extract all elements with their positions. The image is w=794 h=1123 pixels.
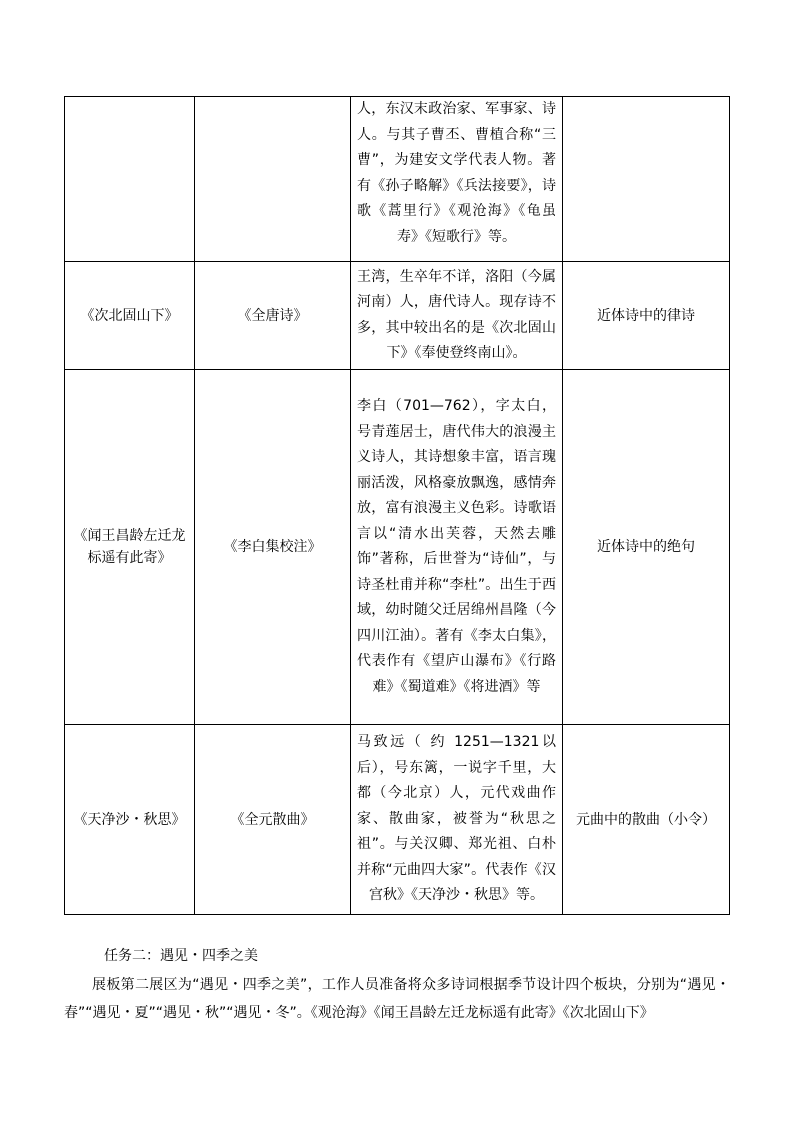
table-row — [65, 725, 730, 915]
poem-source-cell: 《全唐诗》 — [195, 262, 351, 370]
poem-title-cell: 《闻王昌龄左迁龙 标遥有此寄》 — [65, 370, 195, 725]
poem-title-cell: 《天净沙・秋思》 — [65, 725, 195, 915]
poem-info-table — [64, 96, 730, 915]
poem-title-cell — [65, 97, 195, 262]
poem-source-cell: 《李白集校注》 — [195, 370, 351, 725]
poem-source-cell — [195, 97, 351, 262]
table-row — [65, 97, 730, 262]
table-row — [65, 262, 730, 370]
task-heading: 任务二：遇见・四季之美 — [104, 948, 258, 964]
table-row — [65, 370, 730, 725]
author-intro-cell: 李白（701—762），字太白，号青莲居士，唐代伟大的浪漫主义诗人，其诗想象丰富，语言瑰丽活泼，风格豪放飘逸，感情奔放，富有浪漫主义色彩。诗歌语言以“清水出芙蓉，天然去雕饰”著称，后世誉为“诗仙”，与诗圣杜甫并称“李杜”。出生于西域，幼时随父迁居绵州昌隆（今四川江油）。著有《李太白集》，代表作有《望庐山瀑布》《行路难》《蜀道难》《将进酒》等 — [351, 370, 563, 725]
task-paragraph: 展板第二展区为“遇见・四季之美”，工作人员准备将众多诗词根据季节设计四个板块，分别为“遇见・春”“遇见・夏”“遇见・秋”“遇见・冬”。《观沧海》《闻王昌龄左迁龙标遥有此寄》《次北固山下》 — [64, 977, 730, 1021]
task-section — [64, 945, 730, 1027]
author-intro-cell: 王湾，生卒年不详，洛阳（今属河南）人，唐代诗人。现存诗不多，其中较出名的是《次北固山下》《奉使登终南山》。 — [351, 262, 563, 370]
poem-genre-cell: 元曲中的散曲（小令） — [563, 725, 730, 915]
poem-title-cell: 《次北固山下》 — [65, 262, 195, 370]
poem-source-cell: 《全元散曲》 — [195, 725, 351, 915]
poem-genre-cell: 近体诗中的绝句 — [563, 370, 730, 725]
poem-genre-cell — [563, 97, 730, 262]
author-intro-cell: 马致远（ 约 1251—1321以后），号东篱，一说字千里，大都（今北京）人，元代戏曲作家、散曲家，被誉为“秋思之祖”。与关汉卿、郑光祖、白朴并称“元曲四大家”。代表作《汉宫秋》《天净沙・秋思》等。 — [351, 725, 563, 915]
poem-genre-cell: 近体诗中的律诗 — [563, 262, 730, 370]
author-intro-cell: 人，东汉末政治家、军事家、诗人。与其子曹丕、曹植合称“三曹”，为建安文学代表人物。著有《孙子略解》《兵法接要》，诗歌《蒿里行》《观沧海》《龟虽寿》《短歌行》等。 — [351, 97, 563, 262]
